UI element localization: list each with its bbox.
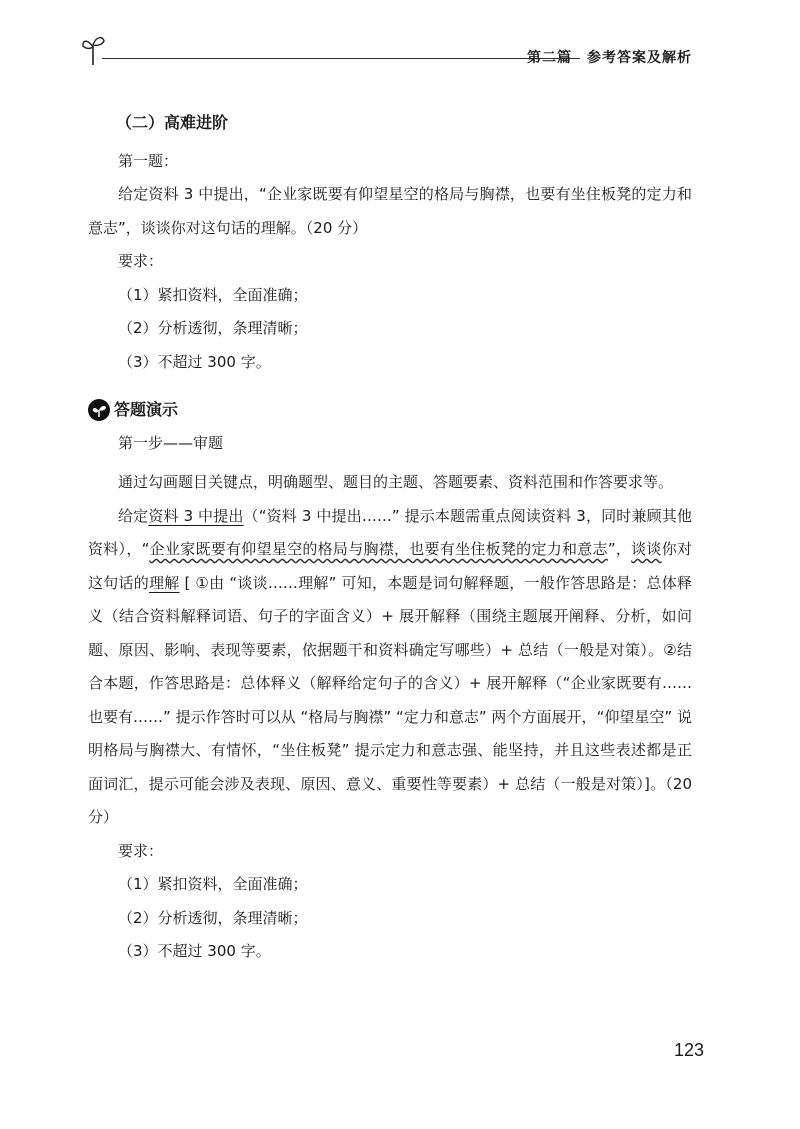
- analysis-text: 给定: [118, 506, 149, 525]
- analysis-text: ”，: [607, 540, 632, 558]
- requirement-item: （1）紧扣资料，全面准确；: [118, 875, 308, 893]
- page-header: [80, 32, 720, 72]
- requirement-item: （1）紧扣资料，全面准确；: [118, 285, 308, 304]
- advanced-heading: （二）高难进阶: [116, 113, 229, 132]
- requirements-label: 要求：: [118, 252, 164, 270]
- wavy-keyword: 谈谈: [631, 540, 662, 558]
- advanced-section: [88, 108, 692, 379]
- analysis-text: （“资料 3 中提出……” 提示本题需重点阅读资料 3，同时兼顾其他资料），“: [88, 506, 692, 558]
- requirements-label: 要求：: [118, 841, 164, 860]
- step-label: 第一步——审题: [118, 434, 224, 452]
- question-text: 给定资料 3 中提出，“企业家既要有仰望星空的格局与胸襟，也要有坐住板凳的定力和意志”，谈谈你对这句话的理解。（20 分）: [88, 185, 692, 237]
- wavy-keyword: 企业家既要有仰望星空的格局与胸襟，也要有坐住板凳的定力和意志: [149, 540, 608, 558]
- sprout-icon: [80, 32, 106, 66]
- underlined-keyword: 资料 3 中提出: [148, 506, 244, 525]
- requirement-item: （3）不超过 300 字。: [118, 942, 271, 960]
- header-rule: [102, 58, 580, 59]
- analysis-paragraph: [88, 500, 692, 835]
- analysis-text: 你对这句话的: [88, 540, 692, 592]
- requirement-item: （2）分析透彻，条理清晰；: [118, 319, 308, 337]
- requirement-item: （3）不超过 300 字。: [118, 352, 271, 371]
- demo-section: [88, 394, 692, 969]
- underlined-keyword: 理解: [149, 573, 180, 592]
- step-intro: 通过勾画题目关键点，明确题型、题目的主题、答题要素、资料范围和作答要求等。: [118, 473, 674, 491]
- question-label: 第一题：: [118, 152, 179, 170]
- requirement-item: （2）分析透彻，条理清晰；: [118, 908, 308, 927]
- section-title: 第二篇 参考答案及解析: [527, 50, 692, 66]
- page-number: 123: [673, 1040, 704, 1060]
- analysis-text: [ ①由 “谈谈……理解” 可知，本题是词句解释题，一般作答思路是：总体释义（结合资料解释词语、句子的字面含义）+ 展开解释（围绕主题展开阐释、分析，如问题、原因、影响、表现等要素，依据题干和资料确定写哪些）+ 总结（一般是对策）。②结合本题，作答思路是：总体释义（解释给定句子的含义）+ 展开解释（“企业家既要有……也要有……” 提示作答时可以从 “格局与胸襟” “定力和意志” 两个方面展开，“仰望星空” 说明格局与胸襟大、有情怀，“坐住板凳” 提示定力和意志强、能坚持，并且这些表述都是正面词汇，提示可能会涉及表现、原因、意义、重要性等要素）+ 总结（一般是对策）]。（20 分）: [88, 573, 692, 826]
- demo-title-row: [88, 394, 692, 426]
- demo-title: 答题演示: [114, 400, 179, 419]
- leaf-icon: [88, 399, 110, 421]
